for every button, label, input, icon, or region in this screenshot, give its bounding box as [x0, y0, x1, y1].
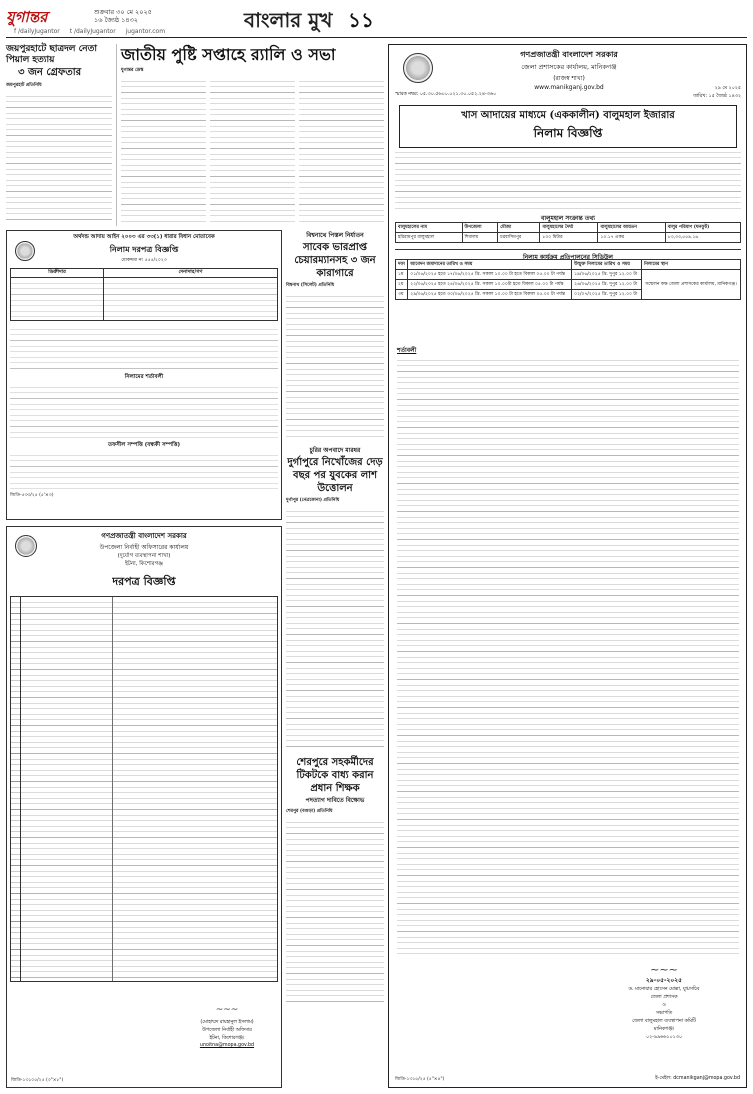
- sand-info-table: [395, 222, 741, 243]
- article-headline: জাতীয় পুষ্টি সপ্তাহে র‌্যালি ও সভা: [121, 45, 336, 64]
- notice-footer: জিডি-১৩১৫/২৫ (৫"×৪"): [395, 1077, 445, 1082]
- article-body: [6, 91, 112, 223]
- notice-title: খাস আদায়ের মাধ্যমে (এককালীন) বালুমহাল ইজারার: [461, 110, 675, 121]
- news-kicker: বিশ্বনাথে পিস্তল নির্যাতন: [306, 232, 364, 239]
- tender-notice-itna: [6, 526, 282, 1088]
- notice-title: দরপত্র বিজ্ঞপ্তি: [112, 575, 176, 588]
- place-line: ইটনা, কিশোরগঞ্জ: [124, 561, 164, 567]
- date-gregorian: শুক্রবার ৩০ মে ২০২৫: [94, 8, 152, 16]
- decree-holder-header: ডিক্রীদার: [11, 269, 103, 278]
- article-byline: জয়পুরহাট প্রতিনিধি: [6, 83, 42, 88]
- table-header-cell: উপজেলা: [462, 223, 498, 233]
- table-header-cell: দফা: [396, 260, 408, 270]
- schedule-body: [10, 450, 278, 490]
- bank-logo-icon: [15, 241, 35, 261]
- website-link[interactable]: jugantor.com: [125, 28, 166, 35]
- office-line: উপজেলা নির্বাহী অফিসারের কার্যালয়: [99, 544, 189, 551]
- masthead: [6, 4, 747, 38]
- auction-time: ০২/০৭/২০২৫ খ্রি. দুপুর ১২.০০ টা: [572, 290, 642, 300]
- notice-date: [661, 85, 741, 101]
- article-nutrition-week: [116, 44, 384, 226]
- signer-place: মানিকগঞ্জ।: [653, 1027, 675, 1032]
- news-headline: দুর্গাপুরে নিখোঁজের দেড় বছর পর যুবকের লাশ উত্তোলন: [287, 457, 383, 494]
- notice-subtitle: মোকদ্দমা নং ৫৫৫/২০২৩: [121, 258, 167, 263]
- notice-body: [10, 324, 278, 372]
- auction-venue: সম্মেলন কক্ষ জেলা প্রশাসকের কার্যালয়, মানিকগঞ্জ।: [641, 270, 740, 300]
- news-byline: শেরপুর (বগুড়া) প্রতিনিধি: [286, 809, 333, 814]
- article-body-col2: [210, 76, 295, 222]
- section-title: বাংলার মুখ: [244, 8, 333, 32]
- row-number-column: [11, 597, 21, 981]
- gov-line: গণপ্রজাতন্ত্রী বাংলাদেশ সরকার: [101, 531, 187, 540]
- round-number: ২য়: [396, 280, 408, 290]
- signer-place: ইটনা, কিশোরগঞ্জ।: [209, 1036, 245, 1041]
- schedule-row: [396, 270, 741, 280]
- notice-email[interactable]: ই-মেইল: dcmanikganj@mopa.gov.bd: [655, 1076, 740, 1081]
- phone-number: ০২-৯৯৬৬১০১৩০: [645, 1035, 682, 1040]
- debtor-header: দেনাদার/গণ: [104, 269, 277, 278]
- date-label: তারিখ:: [693, 94, 707, 99]
- news-headline: শেরপুরে সহকর্মীদের টিকটকে বাধ্য করান প্রধান শিক্ষক: [296, 757, 374, 794]
- terms-title: শর্তাবলী: [397, 347, 417, 354]
- application-period: ২২/০৬/২০২৫ হতে ২৪/০৬/২০২৫ খ্রি. সকাল ১০.০০টা হতে বিকাল ০৫.০০ টা পর্যন্ত: [408, 280, 572, 290]
- table-header-cell: বালুমহালের নাম: [396, 223, 463, 233]
- signer-title-and: ও: [662, 1003, 666, 1008]
- signature-block: ~~~ ২৯-০৫-২০২৫ ড. মানোয়ার হোসেন মোল্লা, যুগ্মসচিব জেলা প্রশাসক ও সভাপতি জেলা বালুমহাল ব্যবস্থাপনা কমিটি মানিকগঞ্জ। ০২-৯৯৬৬১০১৩০: [589, 963, 739, 1042]
- table-cell: ৮৩,৩৩,৫৫৯.১৬: [665, 233, 740, 243]
- signer-title: জেলা প্রশাসক: [650, 995, 678, 1000]
- news-kicker: চুরির অপবাদে মারধর: [309, 447, 361, 454]
- table-header-cell: উন্মুক্ত নিলামের তারিখ ও সময়: [572, 260, 642, 270]
- article-headline: জয়পুরহাটে ছাত্রদল নেতা পিয়াল হত্যায়: [6, 44, 98, 65]
- news-body: [286, 817, 384, 1005]
- signature-block: ~~~ (মোহাম্মদ রায়হানুল ইসলাম) উপজেলা নির্বাহী অফিসার ইটনা, কিশোরগঞ্জ। unoitna@mopa.gov.bd: [177, 1005, 277, 1048]
- label-column: [21, 597, 113, 981]
- page-number: ১১: [348, 8, 374, 32]
- social-links: [14, 28, 173, 35]
- news-body: [286, 291, 384, 441]
- signer-role: সভাপতি: [655, 1011, 673, 1016]
- table-header-cell: মৌজা: [498, 223, 540, 233]
- news-headline: সাবেক ভারপ্রাপ্ত চেয়ারম্যানসহ ৩ জন কারাগারে: [294, 242, 376, 279]
- government-seal-icon: [15, 535, 37, 557]
- notice-footer: জিডি-১৩১০৫/২৫ (৩"×৮"): [11, 1078, 64, 1083]
- twitter-link[interactable]: t /dailyJugantor: [69, 28, 116, 35]
- schedule-table: [395, 259, 741, 300]
- office-line: জেলা প্রশাসকের কার্যালয়, মানিকগঞ্জ: [521, 63, 617, 71]
- table-cell: হরিরামপুর বালুমহাল: [396, 233, 463, 243]
- application-period: ০১/০৬/২০২৫ হতে ১৭/০৬/২০২৫ খ্রি. সকাল ১০.০০ টা হতে বিকাল ০৫.০০ টা পর্যন্ত: [408, 270, 572, 280]
- article-byline: যুগান্তর ডেস্ক: [121, 68, 144, 73]
- article-jaipurhat: [6, 44, 112, 226]
- notice-header: [449, 49, 689, 91]
- sign-date: ২৯-০৫-২০২৫: [645, 977, 683, 984]
- auction-notice-1: [6, 230, 282, 520]
- table-cell: ১০.১৭ একর: [598, 233, 665, 243]
- auction-time: ২৬/০৬/২০২৫ খ্রি. দুপুর ১২.০০ টা: [572, 280, 642, 290]
- table-cell: চরবাসিমপুর: [498, 233, 540, 243]
- middle-news-column: [286, 230, 384, 1088]
- date-bangla: ১৫ জ্যৈষ্ঠ ১৪৩২: [708, 94, 741, 99]
- debtor-body: [104, 278, 277, 320]
- terms-title: নিলামের শর্তাবলী: [124, 374, 164, 380]
- table-cell: ৮০০ মিটার: [540, 233, 598, 243]
- notice-footer: জিডি-৫৩৩/২৫ (৫'×৩): [10, 493, 54, 498]
- notice-title-box: [399, 105, 737, 148]
- application-period: ২৯/০৬/২০২৫ হতে ৩০/০৬/২০২৫ খ্রি. সকাল ১০.০০ টা হতে বিকাল ০৫.০০ টা পর্যন্ত: [408, 290, 572, 300]
- schedule-title: তফসীল সম্পত্তি (বন্ধকী সম্পত্তি): [107, 442, 181, 448]
- value-column: [113, 597, 277, 981]
- terms-body: [10, 382, 278, 440]
- table-header-cell: বালুমহালের আয়তন: [598, 223, 665, 233]
- news-kicker: পদত্যাগ দাবিতে বিক্ষোভ: [305, 797, 365, 804]
- signer-title: উপজেলা নির্বাহী অফিসার: [202, 1028, 252, 1033]
- article-body-col3: [299, 76, 384, 222]
- notice-intro-text: [395, 147, 741, 209]
- table-header-cell: বালুর পরিমাণ (ঘনফুট): [665, 223, 740, 233]
- article-subhead: ৩ জন গ্রেফতার: [18, 67, 82, 78]
- auction-time: ১৯/০৬/২০২৫ খ্রি. দুপুর ১২.০০ টা: [572, 270, 642, 280]
- branch-line: (রাজস্ব শাখা): [553, 75, 585, 82]
- newspaper-logo: যুগান্তর: [6, 8, 48, 26]
- round-number: ১ম: [396, 270, 408, 280]
- notice-title: নিলাম দরপত্র বিজ্ঞপ্তি: [109, 244, 179, 254]
- government-seal-icon: [403, 53, 433, 83]
- issue-date: [94, 8, 152, 24]
- news-byline: দুর্গাপুর (নেত্রকোনা) প্রতিনিধি: [286, 498, 340, 503]
- table-header-cell: নিলামের স্থান: [641, 260, 740, 270]
- gov-line: গণপ্রজাতন্ত্রী বাংলাদেশ সরকার: [520, 49, 618, 59]
- notice-top-line: অর্থদন্ড আদায় আইন ২০০৩ এর ৩৩(১) ধারার বিধান মোতাবেক: [73, 234, 215, 240]
- news-body: [286, 506, 384, 752]
- article-body-col1: [121, 76, 206, 222]
- schedule-title: নিলাম কার্যক্রম প্রতিপালনের সিডিউল: [395, 249, 741, 263]
- table-cell: শিবালয়: [462, 233, 498, 243]
- terms-list: [397, 355, 739, 955]
- signer-name: ড. মানোয়ার হোসেন মোল্লা, যুগ্মসচিব: [628, 987, 700, 992]
- decree-holder-body: [11, 278, 103, 320]
- date-bangla: ১৬ জ্যৈষ্ঠ ১৪৩২: [94, 16, 139, 24]
- signer-name: (মোহাম্মদ রায়হানুল ইসলাম): [200, 1020, 254, 1025]
- balumahal-auction-notice: [388, 44, 747, 1088]
- memo-number: স্মারক নম্বর: ০৫.৩০.৫৬০০.০২১.৩০.০৫২.২৪-৩৬০: [395, 92, 497, 97]
- branch-line: (দুর্যোগ ব্যবস্থাপনা শাখা): [117, 553, 171, 559]
- website-link[interactable]: www.manikganj.gov.bd: [534, 84, 604, 91]
- news-byline: বিশ্বনাথ (সিলেট) প্রতিনিধি: [286, 283, 335, 288]
- table-header-cell: বালুমহালের দৈর্ঘ্য: [540, 223, 598, 233]
- table-header-cell: আবেদন জমাদানের তারিখ ও সময়: [408, 260, 572, 270]
- notice-subtitle: নিলাম বিজ্ঞপ্তি: [533, 126, 603, 140]
- signer-committee: জেলা বালুমহাল ব্যবস্থাপনা কমিটি: [632, 1019, 696, 1024]
- signer-email[interactable]: unoitna@mopa.gov.bd: [199, 1043, 255, 1048]
- date-gregorian: ২৯ মে ২০২৫: [714, 86, 741, 91]
- round-number: ৩য়: [396, 290, 408, 300]
- facebook-link[interactable]: f /dailyJugantor: [14, 28, 60, 35]
- sand-info-title: বালুমহাল সংক্রান্ত তথ্য: [541, 215, 595, 222]
